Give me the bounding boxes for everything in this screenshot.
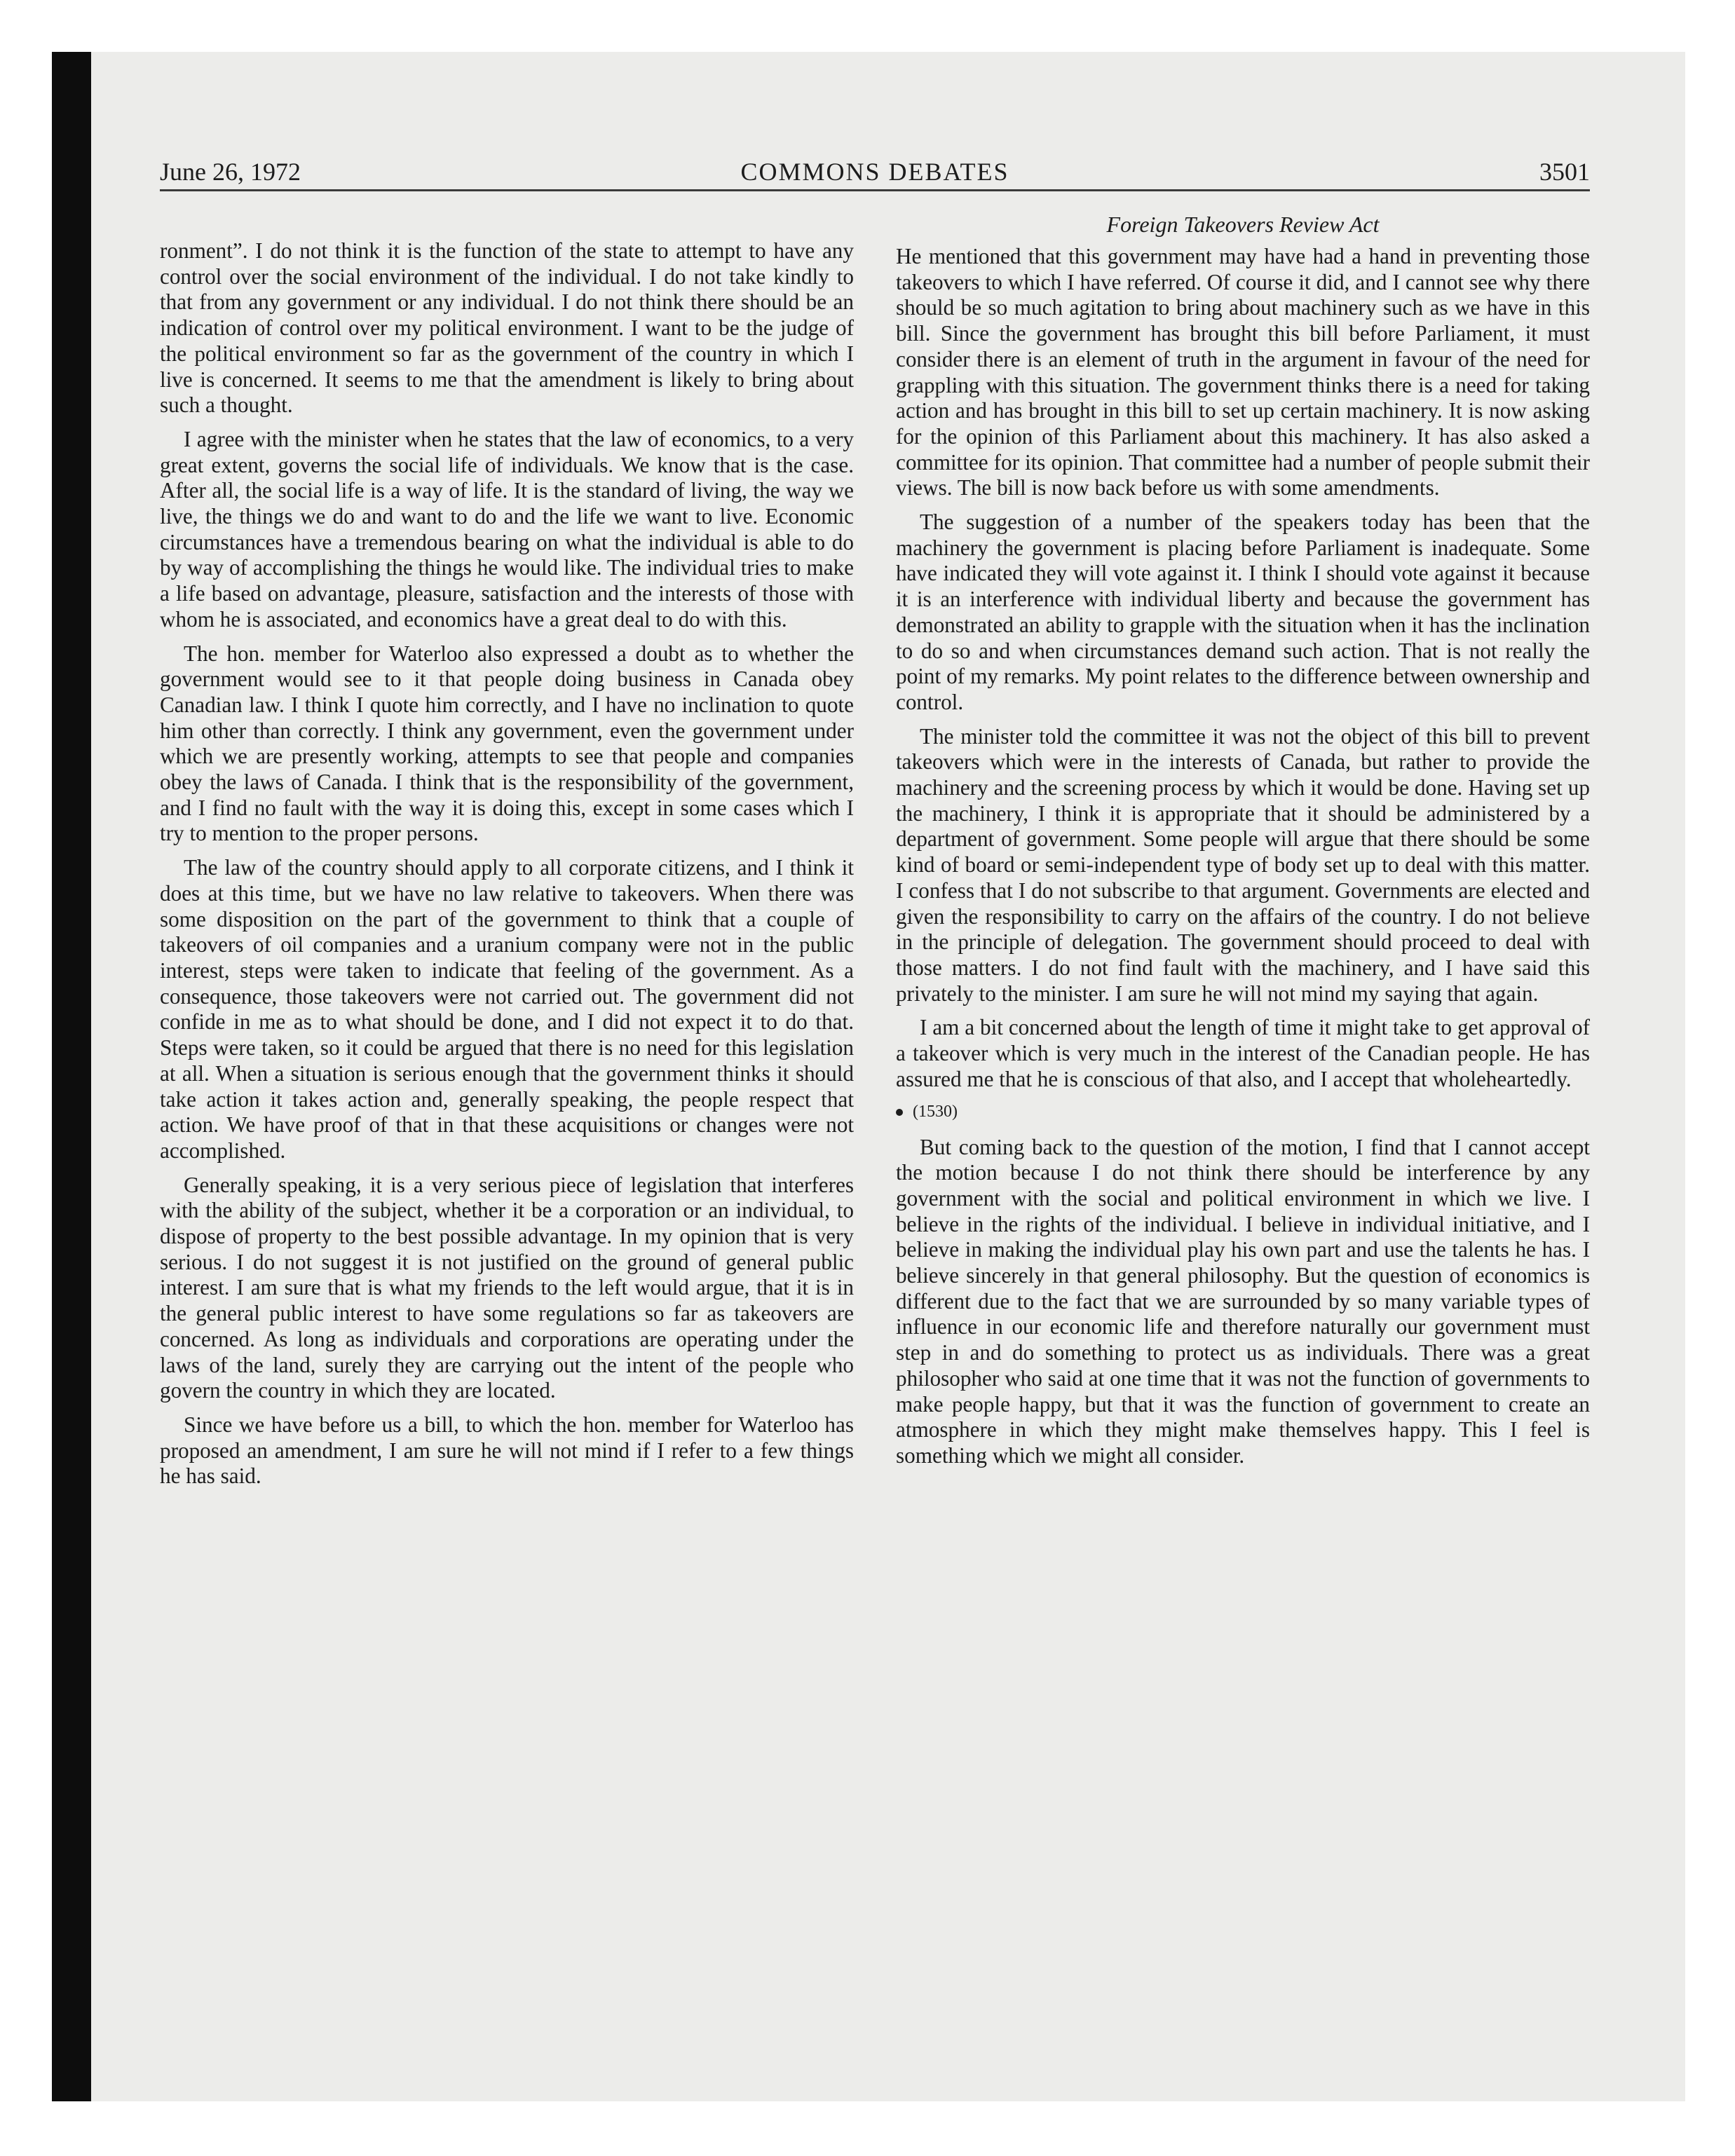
paragraph: Generally speaking, it is a very serious piece of legislation that interferes with the ability of the subject, whether it be a corporation or an individual, to dispose of property to the best possible advantage. In my opinion that is very serious. I do not suggest it is not justified on the ground of general public interest. I am sure that is what my friends to the left would argue, that it is in the general public interest to have some regulations so far as takeovers are concerned. As long as individuals and corporations are operating under the laws of the land, surely they are carrying out the intent of the people who govern the country in which they are located. — [160, 1172, 854, 1403]
bullet-icon — [896, 1109, 903, 1116]
paragraph: The suggestion of a number of the speakers today has been that the machinery the government is placing before Parliament is inadequate. Some have indicated they will vote against it. I think I should vote against it because it is an interference with individual liberty and because the government has demonstrated an ability to grapple with the situation when it has the inclination to do so and when circumstances demand such action. That is not really the point of my remarks. My point relates to the difference between ownership and control. — [896, 510, 1590, 714]
page-header — [160, 153, 1590, 191]
time-marker-text: (1530) — [913, 1102, 958, 1121]
paragraph: ronment”. I do not think it is the function of the state to attempt to have any control over the social environment of the individual. I do not take kindly to that from any government or any individual. I do not think there should be an indication of control over my political environment. I want to be the judge of the political environment so far as the government of the country in which I live is concerned. It seems to me that the amendment is likely to bring about such a thought. — [160, 238, 854, 418]
paragraph: I agree with the minister when he states that the law of economics, to a very great extent, governs the social life of individuals. We know that is the case. After all, the social life is a way of life. It is the standard of living, the way we live, the things we do and want to do and the life we want to live. Economic circumstances have a tremendous bearing on what the individual is able to do by way of accomplishing the things he would like. The individual tries to make a life based on advantage, pleasure, satisfaction and the interests of those with whom he is associated, and economics have a great deal to do with this. — [160, 426, 854, 632]
paragraph: But coming back to the question of the motion, I find that I cannot accept the motion because I do not think there should be interference by any government with the social and political environment in which we live. I believe in the rights of the individual. I believe in individual initiative, and I believe in making the individual play his own part and use the talents he has. I believe sincerely in that general philosophy. But the question of economics is different due to the fact that we are surrounded by so many variable types of influence in our economic life and therefore naturally our government must step in and do something to protect us as individuals. There was a great philosopher who said at one time that it was not the function of governments to make people happy, but that it was the function of government to create an atmosphere in which they might make themselves happy. This I feel is something which we might all consider. — [896, 1134, 1590, 1468]
header-title: COMMONS DEBATES — [740, 158, 1009, 186]
time-marker — [896, 1101, 1590, 1122]
page-number: 3501 — [1539, 158, 1590, 186]
paragraph: He mentioned that this government may have had a hand in preventing those takeovers to which I have referred. Of course it did, and I cannot see why there should be so much agitation to bring about machinery such as we have in this bill. Since the government has brought this bill before Parliament, it must consider there is an element of truth in the argument in favour of the need for grappling with this situation. The government thinks there is a need for taking action and has brought in this bill to set up certain machinery. It is now asking for the opinion of this Parliament about this machinery. It has also asked a committee for its opinion. That committee had a number of people submit their views. The bill is now back before us with some amendments. — [896, 244, 1590, 500]
paragraph: The hon. member for Waterloo also expressed a doubt as to whether the government would see to it that people doing business in Canada obey Canadian law. I think I quote him correctly, and I have no inclination to quote him other than correctly. I think any government, even the government under which we are presently working, attempts to see that people and companies obey the laws of Canada. I think that is the responsibility of the government, and I find no fault with the way it is doing this, except in some cases which I try to mention to the proper persons. — [160, 641, 854, 846]
running-head: Foreign Takeovers Review Act — [1106, 212, 1380, 237]
left-column — [160, 238, 854, 1498]
paragraph: I am a bit concerned about the length of time it might take to get approval of a takeover which is very much in the interest of the Canadian people. He has assured me that he is conscious of that also, and I accept that wholeheartedly. — [896, 1015, 1590, 1091]
paragraph: Since we have before us a bill, to which the hon. member for Waterloo has proposed an amendment, I am sure he will not mind if I refer to a few things he has said. — [160, 1412, 854, 1489]
header-date: June 26, 1972 — [160, 158, 301, 186]
right-column — [896, 210, 1590, 1478]
paragraph: The minister told the committee it was not the object of this bill to prevent takeovers which were in the interests of Canada, but rather to provide the machinery and the screening process by which it would be done. Having set up the machinery, I think it is appropriate that it should be administered by a department of government. Some people will argue that there should be some kind of board or semi-independent type of body set up to deal with this matter. I confess that I do not subscribe to that argument. Governments are elected and given the responsibility to carry on the affairs of the country. I do not believe in the principle of delegation. The government should proceed to deal with those matters. I do not find fault with the machinery, and I have said this privately to the minister. I am sure he will not mind my saying that again. — [896, 723, 1590, 1006]
scan-edge-bar — [52, 52, 91, 2101]
paragraph: The law of the country should apply to all corporate citizens, and I think it does at this time, but we have no law relative to takeovers. When there was some disposition on the part of the government to think that a couple of takeovers of oil companies and a uranium company were not in the public interest, steps were taken to indicate that feeling of the government. As a consequence, those takeovers were not carried out. The government did not confide in me as to what should be done, and I did not expect it to do that. Steps were taken, so it could be argued that there is no need for this legislation at all. When a situation is serious enough that the government thinks it should take action it takes action and, generally speaking, the people respect that action. We have proof of that in that these acquisitions or changes were not accomplished. — [160, 855, 854, 1163]
